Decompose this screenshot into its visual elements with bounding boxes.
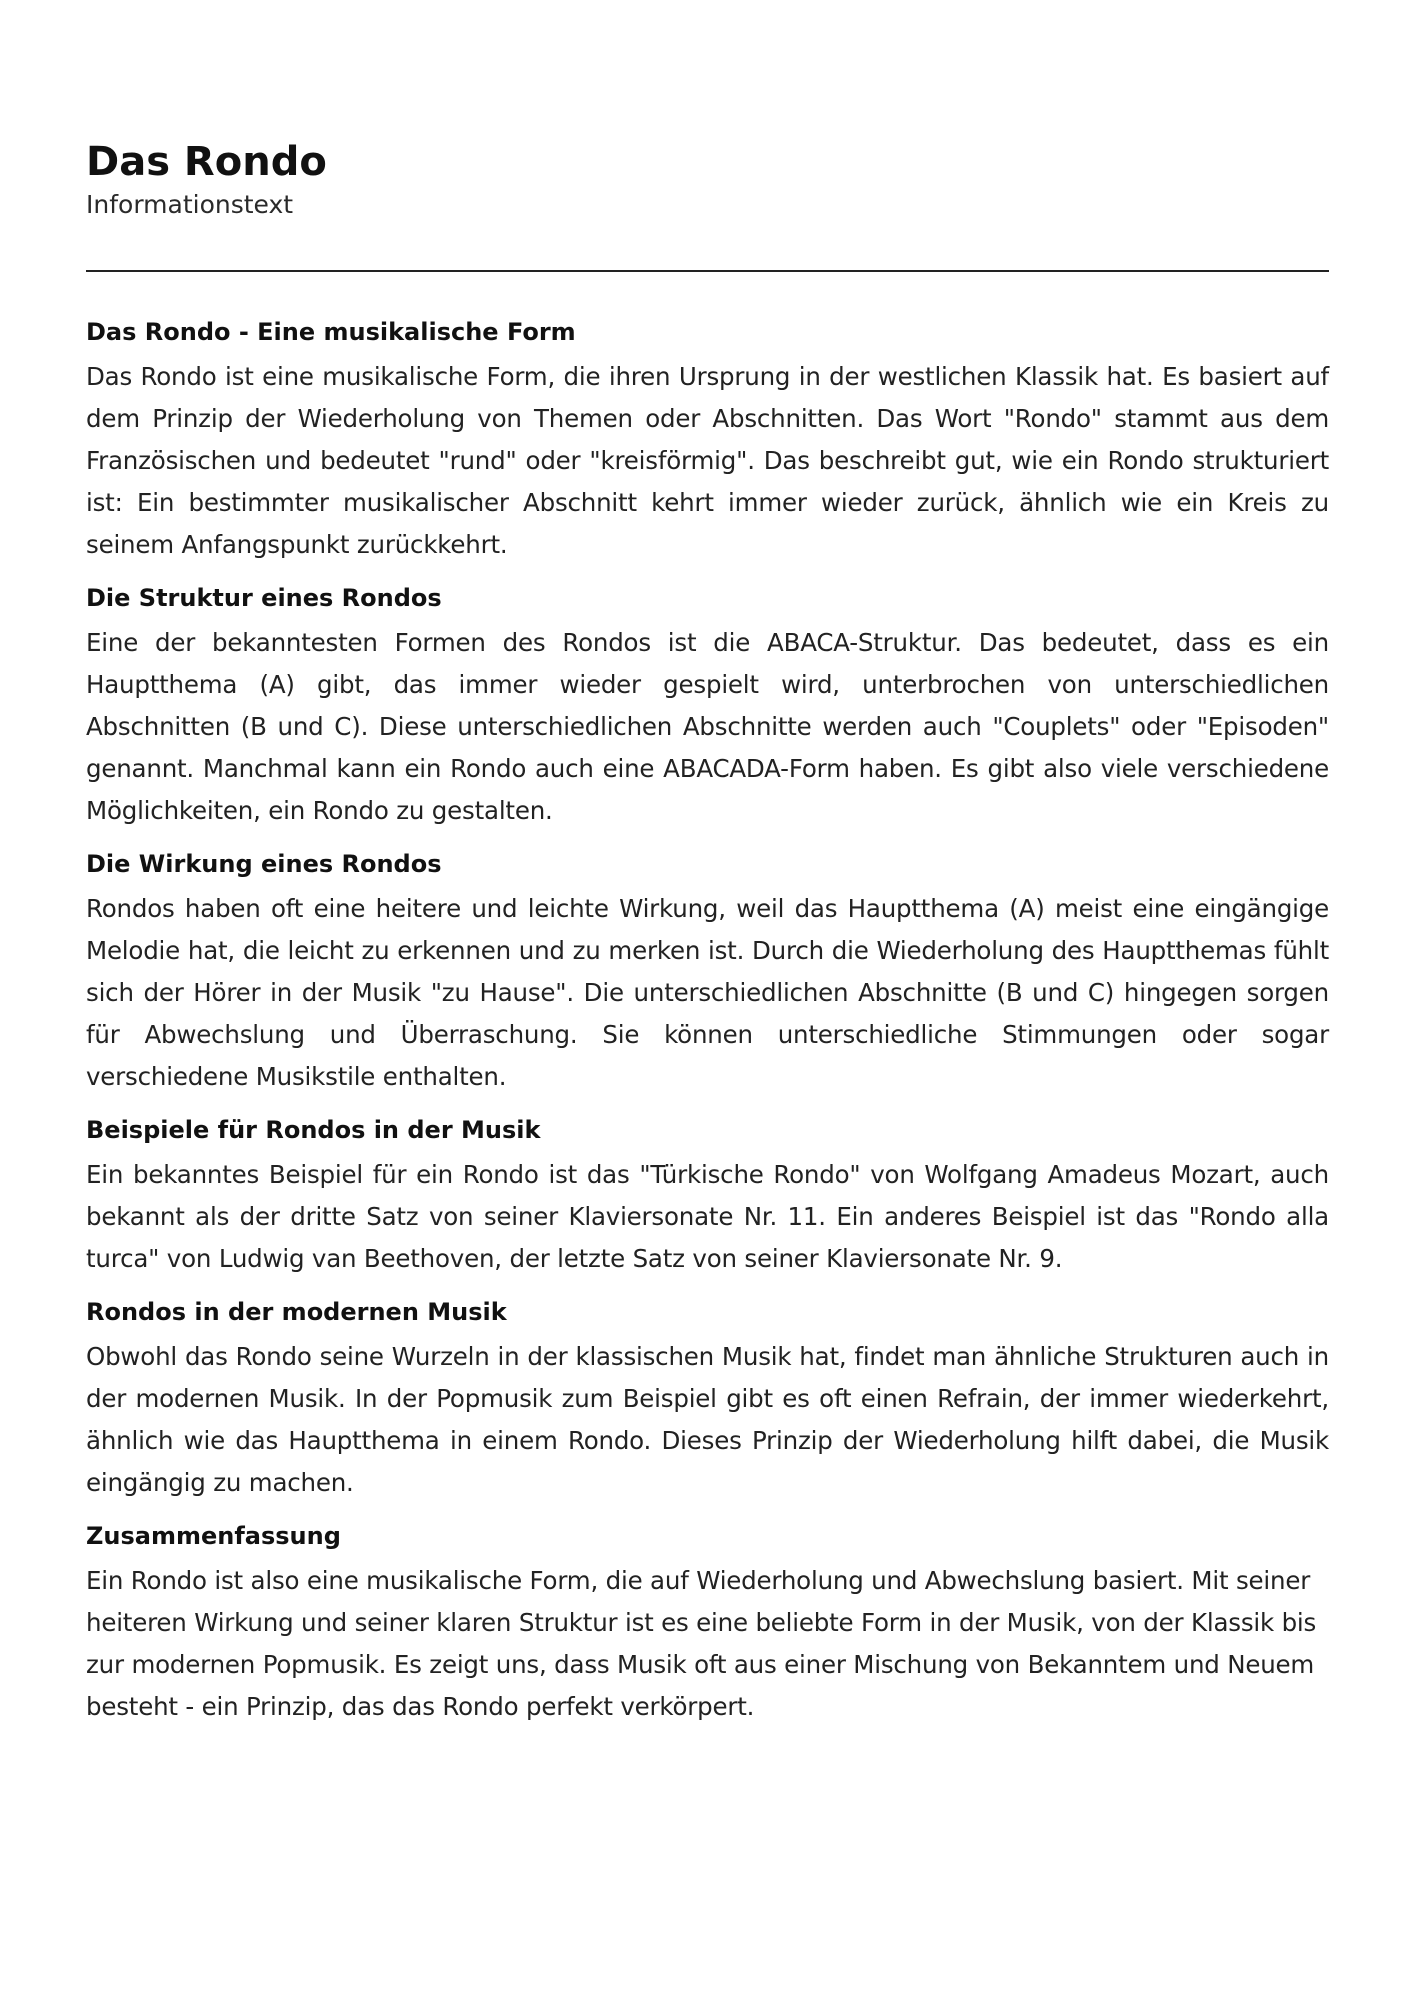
section-paragraph: Ein bekanntes Beispiel für ein Rondo ist das "Türkische Rondo" von Wolfgang Amadeus Mozart, auch bekannt als der dritte Satz von seiner Klaviersonate Nr. 11. Ein anderes Beispiel ist das "Rondo alla turca" von Ludwig van Beethoven, der letzte Satz von seiner Klaviersonate Nr. 9. [86,1160,1329,1273]
header-divider [86,270,1329,272]
section-paragraph: Rondos haben oft eine heitere und leichte Wirkung, weil das Hauptthema (A) meist eine eingängige Melodie hat, die leicht zu erkennen und zu merken ist. Durch die Wiederholung des Hauptthemas fühlt sich der Hörer in der Musik "zu Hause". Die unterschiedlichen Abschnitte (B und C) hingegen sorgen für Abwechslung und Überraschung. Sie können unterschiedliche Stimmungen oder sogar verschiedene Musikstile enthalten. [86,894,1329,1091]
section-heading: Zusammenfassung [86,1522,341,1550]
section-heading: Das Rondo - Eine musikalische Form [86,318,576,346]
document-title: Das Rondo [86,139,327,185]
section-modern-music [86,1296,1329,1504]
section-rondo-form [86,316,1329,566]
section-paragraph: Obwohl das Rondo seine Wurzeln in der klassischen Musik hat, findet man ähnliche Strukturen auch in der modernen Musik. In der Popmusik zum Beispiel gibt es oft einen Refrain, der immer wiederkehrt, ähnlich wie das Hauptthema in einem Rondo. Dieses Prinzip der Wiederholung hilft dabei, die Musik eingängig zu machen. [86,1342,1329,1497]
section-heading: Rondos in der modernen Musik [86,1298,507,1326]
section-paragraph: Eine der bekanntesten Formen des Rondos ist die ABACA-Struktur. Das bedeutet, dass es ein Hauptthema (A) gibt, das immer wieder gespielt wird, unterbrochen von unterschiedlichen Abschnitten (B und C). Diese unterschiedlichen Abschnitte werden auch "Couplets" oder "Episoden" genannt. Manchmal kann ein Rondo auch eine ABACADA-Form haben. Es gibt also viele verschiedene Möglichkeiten, ein Rondo zu gestalten. [86,628,1329,825]
section-examples [86,1114,1329,1280]
section-summary [86,1520,1329,1728]
section-paragraph: Das Rondo ist eine musikalische Form, die ihren Ursprung in der westlichen Klassik hat. Es basiert auf dem Prinzip der Wiederholung von Themen oder Abschnitten. Das Wort "Rondo" stammt aus dem Französischen und bedeutet "rund" oder "kreisförmig". Das beschreibt gut, wie ein Rondo strukturiert ist: Ein bestimmter musikalischer Abschnitt kehrt immer wieder zurück, ähnlich wie ein Kreis zu seinem Anfangspunkt zurückkehrt. [86,362,1329,559]
document-subtitle: Informationstext [86,190,294,219]
section-paragraph: Ein Rondo ist also eine musikalische Form, die auf Wiederholung und Abwechslung basiert. Mit seiner heiteren Wirkung und seiner klaren Struktur ist es eine beliebte Form in der Musik, von der Klassik bis zur modernen Popmusik. Es zeigt uns, dass Musik oft aus einer Mischung von Bekanntem und Neuem besteht - ein Prinzip, das das Rondo perfekt verkörpert. [86,1566,1317,1721]
section-heading: Die Wirkung eines Rondos [86,850,442,878]
section-heading: Die Struktur eines Rondos [86,584,442,612]
section-effect [86,848,1329,1098]
document-body [86,316,1329,1744]
section-heading: Beispiele für Rondos in der Musik [86,1116,541,1144]
section-structure [86,582,1329,832]
